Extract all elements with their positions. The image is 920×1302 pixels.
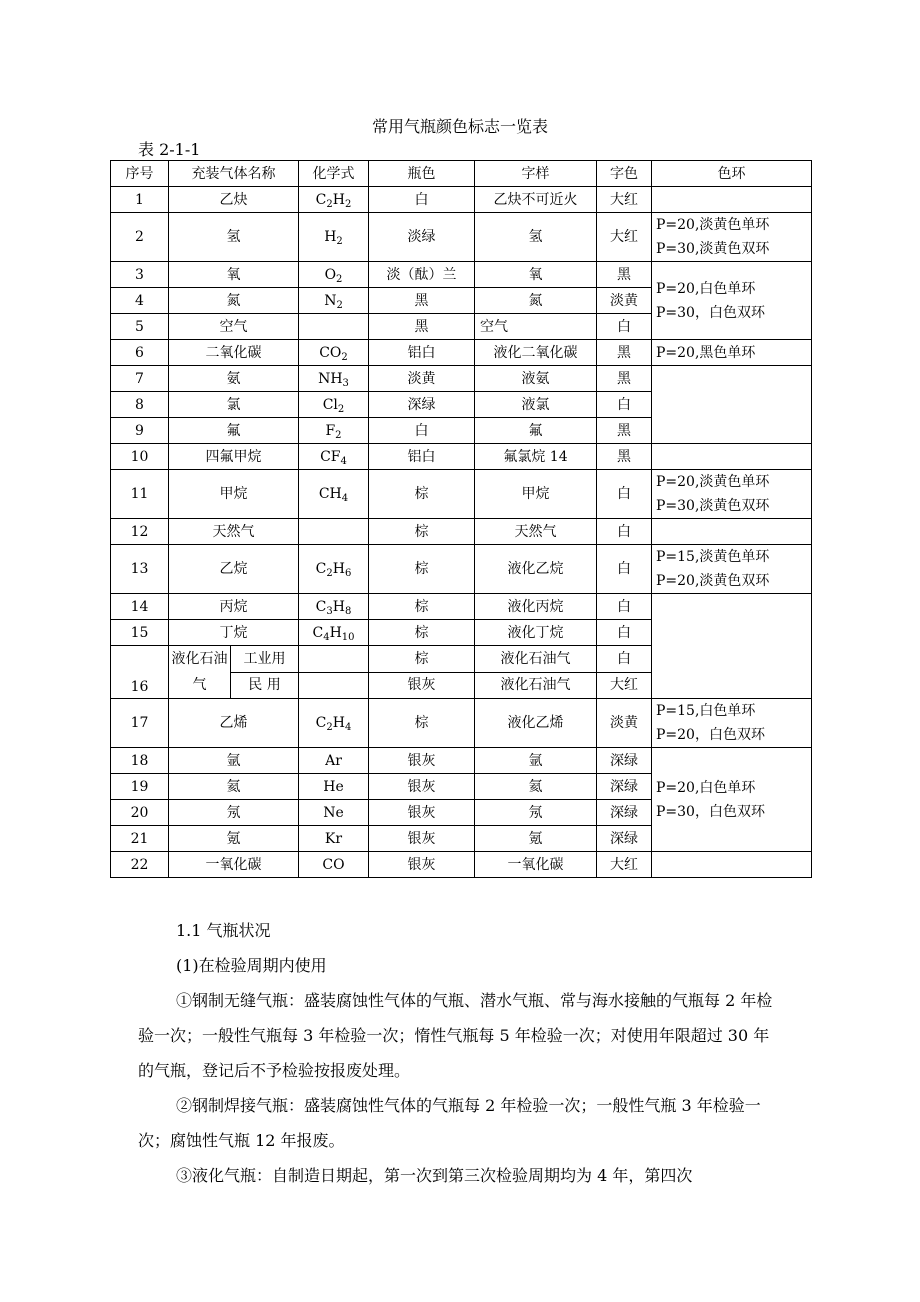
cell-name: 氦	[169, 774, 299, 800]
cell-text: 乙炔不可近火	[475, 187, 597, 213]
cell-name: 氨	[169, 366, 299, 392]
section-heading: 1.1 气瓶状况	[176, 921, 271, 940]
cell-text-color: 黑	[597, 340, 652, 366]
cell-text-color: 白	[597, 470, 652, 519]
cell-text-color: 大红	[597, 213, 652, 262]
cell-color: 铝白	[369, 444, 475, 470]
cell-formula: $Cl_2$	[299, 392, 369, 418]
paragraph-seamless-cylinder: ①钢制无缝气瓶：盛装腐蚀性气体的气瓶、潜水气瓶、常与海水接触的气瓶每 2 年检验一次；一般性气瓶每 3 年检验一次；惰性气瓶每 5 年检验一次；对使用年限超过 30 年的气瓶，登记后不予检验按报废处理。	[138, 991, 773, 1080]
cell-name: 空气	[169, 314, 299, 340]
header-no: 序号	[111, 161, 169, 187]
table-label: 表 2-1-1	[138, 140, 201, 159]
header-text-color: 字色	[597, 161, 652, 187]
cell-text: 氧	[475, 262, 597, 288]
cell-formula: $C_4H_{10}$	[299, 620, 369, 646]
cell-color: 银灰	[369, 826, 475, 852]
cell-text: 氖	[475, 800, 597, 826]
ring-line: P=20,白色单环	[656, 280, 756, 297]
cell-text-color: 大红	[597, 852, 652, 878]
cell-text-color: 黑	[597, 262, 652, 288]
ring-line: P=30,淡黄色双环	[656, 498, 770, 514]
cell-ring	[652, 187, 812, 213]
cell-color: 淡黄	[369, 366, 475, 392]
cell-name: 氪	[169, 826, 299, 852]
cell-text: 空气	[475, 314, 597, 340]
cell-text: 甲烷	[475, 470, 597, 519]
cell-color: 银灰	[369, 852, 475, 878]
cell-ring	[652, 545, 812, 594]
cell-subtype: 民 用	[231, 672, 299, 699]
cell-no: 1	[111, 187, 169, 213]
cell-formula: He	[299, 774, 369, 800]
cell-no: 18	[111, 748, 169, 774]
cell-ring	[652, 213, 812, 262]
cell-text: 液化乙烷	[475, 545, 597, 594]
cell-formula: Ar	[299, 748, 369, 774]
cell-text: 氟	[475, 418, 597, 444]
table-row	[111, 213, 812, 262]
table-row	[111, 852, 812, 878]
table-row	[111, 444, 812, 470]
cell-text-color: 白	[597, 620, 652, 646]
header-name: 充装气体名称	[169, 161, 299, 187]
cell-no: 16	[111, 646, 169, 699]
table-row	[111, 748, 812, 774]
cell-text-color: 大红	[597, 672, 652, 699]
cell-formula: $H_2$	[299, 213, 369, 262]
cell-color: 银灰	[369, 672, 475, 699]
cell-text: 氩	[475, 748, 597, 774]
cell-formula: $C_2H_2$	[299, 187, 369, 213]
cell-text: 液化石油气	[475, 646, 597, 673]
cell-color: 棕	[369, 646, 475, 673]
ring-line: P=30，白色双环	[656, 803, 765, 820]
cell-name: 甲烷	[169, 470, 299, 519]
cell-no: 7	[111, 366, 169, 392]
cell-no: 10	[111, 444, 169, 470]
ring-line: P=20，白色双环	[656, 727, 765, 743]
cell-formula: $CO_2$	[299, 340, 369, 366]
cell-color: 棕	[369, 594, 475, 620]
cell-ring	[652, 748, 812, 852]
cell-text-color: 深绿	[597, 774, 652, 800]
cell-name: 乙炔	[169, 187, 299, 213]
cell-name: 氮	[169, 288, 299, 314]
cell-text-color: 白	[597, 545, 652, 594]
cell-formula: CO	[299, 852, 369, 878]
cell-name: 乙烯	[169, 699, 299, 748]
cell-ring	[652, 852, 812, 878]
cell-text-color: 黑	[597, 418, 652, 444]
cell-formula: $N_2$	[299, 288, 369, 314]
cell-name: 氢	[169, 213, 299, 262]
table-row	[111, 366, 812, 392]
table-row	[111, 545, 812, 594]
cell-name: 乙烷	[169, 545, 299, 594]
cell-formula: $F_2$	[299, 418, 369, 444]
header-text: 字样	[475, 161, 597, 187]
cell-formula: $C_3H_8$	[299, 594, 369, 620]
table-row	[111, 187, 812, 213]
cell-text-color: 黑	[597, 366, 652, 392]
cell-color: 银灰	[369, 800, 475, 826]
cell-name: 一氧化碳	[169, 852, 299, 878]
cell-text-color: 大红	[597, 187, 652, 213]
cell-color: 黑	[369, 288, 475, 314]
cell-color: 淡（酞）兰	[369, 262, 475, 288]
cell-no: 9	[111, 418, 169, 444]
body-text	[138, 913, 778, 1193]
cell-text: 液化乙烯	[475, 699, 597, 748]
cell-text-color: 白	[597, 646, 652, 673]
cell-ring	[652, 444, 812, 470]
cell-name: 氧	[169, 262, 299, 288]
cell-text: 氮	[475, 288, 597, 314]
cell-formula: $O_2$	[299, 262, 369, 288]
cell-no: 3	[111, 262, 169, 288]
table-row	[111, 519, 812, 545]
cell-text-color: 深绿	[597, 826, 652, 852]
cell-formula	[299, 519, 369, 545]
cell-text: 一氧化碳	[475, 852, 597, 878]
cell-text: 氦	[475, 774, 597, 800]
cell-text-color: 白	[597, 392, 652, 418]
cell-text-color: 深绿	[597, 748, 652, 774]
cell-ring: P=20,黑色单环	[652, 340, 812, 366]
ring-line: P=20,淡黄色双环	[656, 573, 770, 589]
ring-line: P=20,淡黄色单环	[656, 217, 770, 233]
table-header-row	[111, 161, 812, 187]
subheading: (1)在检验周期内使用	[176, 956, 327, 975]
cell-name: 二氧化碳	[169, 340, 299, 366]
cell-no: 13	[111, 545, 169, 594]
cell-name: 丁烷	[169, 620, 299, 646]
cell-ring	[652, 699, 812, 748]
cell-color: 银灰	[369, 748, 475, 774]
cell-formula: $NH_3$	[299, 366, 369, 392]
cell-ring	[652, 470, 812, 519]
cell-formula	[299, 314, 369, 340]
cell-text-color: 淡黄	[597, 288, 652, 314]
ring-line: P=15,白色单环	[656, 703, 756, 719]
ring-line: P=20,白色单环	[656, 779, 756, 796]
table-row	[111, 699, 812, 748]
cell-name: 氖	[169, 800, 299, 826]
cell-ring	[652, 262, 812, 340]
cell-color: 深绿	[369, 392, 475, 418]
cell-no: 17	[111, 699, 169, 748]
cell-no: 19	[111, 774, 169, 800]
cell-no: 2	[111, 213, 169, 262]
table-row	[111, 470, 812, 519]
cell-formula	[299, 646, 369, 673]
cell-color: 棕	[369, 470, 475, 519]
cell-no: 12	[111, 519, 169, 545]
cell-no: 15	[111, 620, 169, 646]
cell-text: 氟氯烷 14	[475, 444, 597, 470]
cell-color: 铝白	[369, 340, 475, 366]
cell-name: 液化石油气	[169, 646, 231, 699]
header-ring: 色环	[652, 161, 812, 187]
cell-text: 液化石油气	[475, 672, 597, 699]
header-color: 瓶色	[369, 161, 475, 187]
cell-no: 14	[111, 594, 169, 620]
cell-text-color: 淡黄	[597, 699, 652, 748]
cell-text: 液化丁烷	[475, 620, 597, 646]
cell-text-color: 白	[597, 519, 652, 545]
cell-no: 21	[111, 826, 169, 852]
cell-subtype: 工业用	[231, 646, 299, 673]
ring-line: P=20,淡黄色单环	[656, 474, 770, 490]
cell-text: 液氨	[475, 366, 597, 392]
cell-name: 四氟甲烷	[169, 444, 299, 470]
cell-formula: $CF_4$	[299, 444, 369, 470]
cell-ring	[652, 519, 812, 545]
cell-color: 银灰	[369, 774, 475, 800]
table-row	[111, 594, 812, 620]
cell-no: 11	[111, 470, 169, 519]
cell-text: 氪	[475, 826, 597, 852]
cell-no: 5	[111, 314, 169, 340]
cell-text-color: 白	[597, 594, 652, 620]
cell-name: 氯	[169, 392, 299, 418]
paragraph-liquefied-cylinder: ③液化气瓶：自制造日期起，第一次到第三次检验周期均为 4 年，第四次	[176, 1166, 693, 1185]
table-row	[111, 340, 812, 366]
cell-no: 20	[111, 800, 169, 826]
cell-color: 棕	[369, 545, 475, 594]
cell-text: 天然气	[475, 519, 597, 545]
cell-color: 棕	[369, 699, 475, 748]
cell-color: 棕	[369, 620, 475, 646]
cell-name: 氩	[169, 748, 299, 774]
cell-no: 4	[111, 288, 169, 314]
cell-formula: $C_2H_4$	[299, 699, 369, 748]
cell-color: 淡绿	[369, 213, 475, 262]
cell-text-color: 黑	[597, 444, 652, 470]
ring-line: P=30,淡黄色双环	[656, 241, 770, 257]
cell-no: 8	[111, 392, 169, 418]
cell-name: 天然气	[169, 519, 299, 545]
cell-formula	[299, 672, 369, 699]
cell-no: 6	[111, 340, 169, 366]
cell-formula: Ne	[299, 800, 369, 826]
cell-color: 白	[369, 418, 475, 444]
cell-ring	[652, 594, 812, 699]
cell-name: 氟	[169, 418, 299, 444]
gas-cylinder-table	[110, 160, 812, 878]
header-formula: 化学式	[299, 161, 369, 187]
cell-formula: $C_2H_6$	[299, 545, 369, 594]
cell-text: 液氯	[475, 392, 597, 418]
paragraph-welded-cylinder: ②钢制焊接气瓶：盛装腐蚀性气体的气瓶每 2 年检验一次；一般性气瓶 3 年检验一次；腐蚀性气瓶 12 年报废。	[138, 1096, 761, 1150]
cell-color: 白	[369, 187, 475, 213]
cell-name: 丙烷	[169, 594, 299, 620]
cell-no: 22	[111, 852, 169, 878]
cell-text: 氢	[475, 213, 597, 262]
cell-text-color: 深绿	[597, 800, 652, 826]
cell-formula: Kr	[299, 826, 369, 852]
table-row	[111, 262, 812, 288]
document-title: 常用气瓶颜色标志一览表	[371, 117, 548, 136]
ring-line: P=30，白色双环	[656, 304, 765, 321]
cell-text: 液化丙烷	[475, 594, 597, 620]
cell-ring	[652, 366, 812, 444]
cell-formula: $CH_4$	[299, 470, 369, 519]
cell-color: 黑	[369, 314, 475, 340]
cell-color: 棕	[369, 519, 475, 545]
cell-text-color: 白	[597, 314, 652, 340]
cell-text: 液化二氧化碳	[475, 340, 597, 366]
ring-line: P=15,淡黄色单环	[656, 549, 770, 565]
